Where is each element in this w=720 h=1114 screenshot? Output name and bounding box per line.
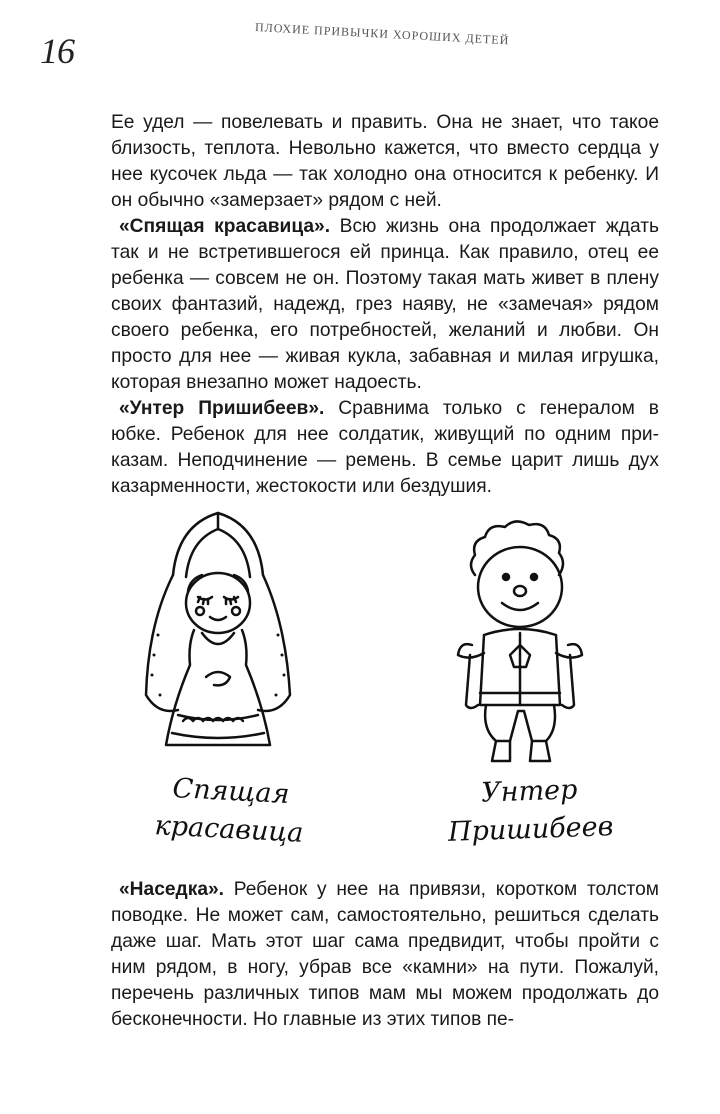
paragraph-sleeping-beauty-body: Всю жизнь она продолжает ждать так и не встретившегося ей принца. Как правило, отец ее ребенка — совсем не он. Поэтому такая мать живет в плену своих фантазий, надежд, грез наяву, не «замечая» рядом своего ребенка, его потребностей, желаний и любви. Он просто для нее — живая кукла, забавная и милая игрушка, которая внезапно может надоесть. [111,216,659,393]
top-text-block [111,110,659,500]
term-unter: «Унтер Пришибеев». [119,398,325,419]
paragraph-unter [111,396,659,500]
caption-unter-prishibeev [419,769,642,853]
paragraph-hen-body: Ребенок у нее на привязи, коротком толстом поводке. Не может сам, самостоятельно, решиться сделать даже шаг. Мать этот шаг сама предвидит, чтобы пройти с ним рядом, в ногу, убрав все «камни» на пути. Пожалуй, перечень различных типов мам мы можем продолжать до бесконечности. Но главные из этих типов пе- [111,879,659,1030]
sleeping-beauty-illustration [118,505,318,775]
bottom-text-block [111,877,659,1033]
running-header: ПЛОХИЕ ПРИВЫЧКИ ХОРОШИХ ДЕТЕЙ [254,20,510,48]
paragraph-sleeping-beauty [111,214,659,396]
unter-prishibeev-illustration [440,515,600,775]
caption-unter-line2: Пришибеев [447,811,614,848]
illustrations [100,505,680,865]
paragraph-unter-body: Сравнима только с генералом в юбке. Ребенок для нее солдатик, живущий по одним приказам. Неподчинение — ремень. В семье царит лишь дух казарменности, жестокости или бездушия. [111,398,659,497]
term-sleeping-beauty: «Спящая красавица». [119,216,331,237]
caption-sleeping-beauty-line1: Спящая [171,772,291,811]
caption-sleeping-beauty-line2: красавица [153,810,305,849]
term-hen: «Наседка». [119,879,224,900]
paragraph-hen [111,877,659,1033]
caption-unter-line1: Унтер [480,774,578,809]
paragraph-ice-mother: Ее удел — повелевать и править. Она не знает, что такое близость, теплота. Невольно кажется, что вместо сердца у нее кусочек льда — так холодно она относится к ребенку. И он обычно «замерзает» рядом с ней. [111,112,659,211]
page-number: 16 [40,31,74,71]
caption-sleeping-beauty [123,768,337,855]
